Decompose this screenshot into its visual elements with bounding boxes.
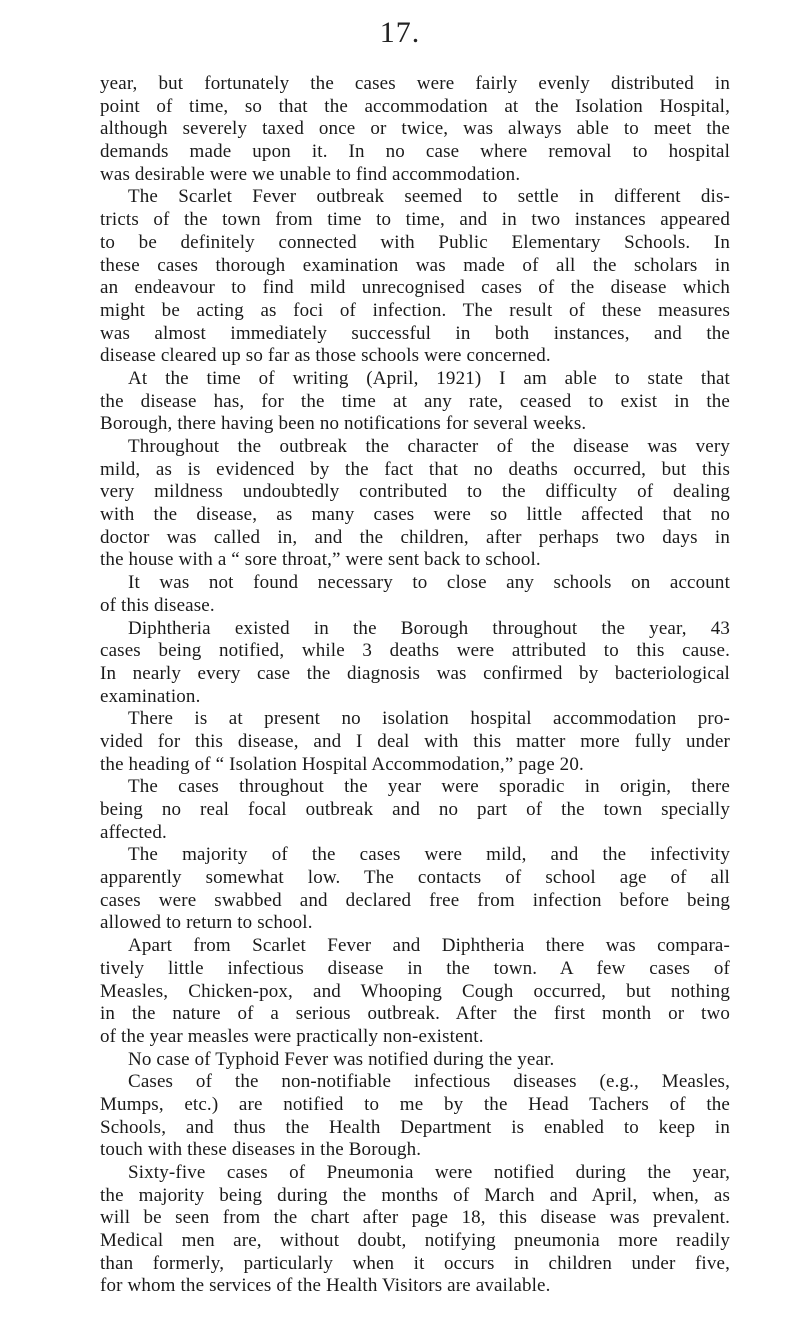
text-line: the heading of “ Isolation Hospital Accommodation,” page 20. bbox=[100, 753, 584, 775]
text-line: was desirable were we unable to find accommodation. bbox=[100, 163, 521, 185]
text-line: to be definitely connected with Public Elementary Schools. In bbox=[100, 231, 730, 253]
text-line: Diphtheria existed in the Borough throughout the year, 43 bbox=[128, 617, 730, 639]
text-line: an endeavour to find mild unrecognised cases of the disease which bbox=[100, 277, 730, 299]
text-line: mild, as is evidenced by the fact that no deaths occurred, but this bbox=[100, 458, 730, 480]
text-line: of this disease. bbox=[100, 594, 215, 616]
text-line: In nearly every case the diagnosis was confirmed by bacteriological bbox=[100, 662, 730, 684]
text-line: will be seen from the chart after page 18, this disease was prevalent. bbox=[100, 1207, 730, 1229]
text-line: although severely taxed once or twice, was always able to meet the bbox=[100, 118, 730, 140]
text-line: affected. bbox=[100, 821, 167, 843]
text-line: point of time, so that the accommodation at the Isolation Hospital, bbox=[100, 95, 730, 117]
text-line: The majority of the cases were mild, and the infectivity bbox=[128, 844, 730, 866]
text-line: Medical men are, without doubt, notifying pneumonia more readily bbox=[100, 1230, 730, 1252]
text-line: allowed to return to school. bbox=[100, 912, 313, 934]
text-line: the majority being during the months of March and April, when, as bbox=[100, 1184, 730, 1206]
text-line: Cases of the non-notifiable infectious diseases (e.g., Measles, bbox=[128, 1071, 730, 1093]
text-line: apparently somewhat low. The contacts of school age of all bbox=[100, 867, 730, 889]
text-line: It was not found necessary to close any schools on account bbox=[128, 572, 730, 594]
text-line: There is at present no isolation hospital accommodation pro- bbox=[128, 708, 730, 730]
text-line: At the time of writing (April, 1921) I am able to state that bbox=[128, 367, 730, 389]
text-line: than formerly, particularly when it occurs in children under five, bbox=[100, 1252, 730, 1274]
text-line: No case of Typhoid Fever was notified during the year. bbox=[128, 1048, 555, 1070]
text-line: these cases thorough examination was made of all the scholars in bbox=[100, 254, 730, 276]
text-line: The Scarlet Fever outbreak seemed to settle in different dis- bbox=[128, 186, 730, 208]
text-line: Throughout the outbreak the character of the disease was very bbox=[128, 436, 730, 457]
text-line: Measles, Chicken-pox, and Whooping Cough occurred, but nothing bbox=[100, 980, 730, 1002]
text-line: the house with a “ sore throat,” were sent back to school. bbox=[100, 549, 541, 571]
text-line: The cases throughout the year were sporadic in origin, there bbox=[128, 776, 730, 798]
text-line: tively little infectious disease in the town. A few cases of bbox=[100, 957, 730, 979]
text-line: touch with these diseases in the Borough. bbox=[100, 1139, 422, 1161]
text-line: in the nature of a serious outbreak. After the first month or two bbox=[100, 1003, 730, 1025]
text-line: Borough, there having been no notifications for several weeks. bbox=[100, 413, 587, 435]
text-line: the disease has, for the time at any rate, ceased to exist in the bbox=[100, 390, 730, 412]
text-line: Mumps, etc.) are notified to me by the Head Tachers of the bbox=[100, 1093, 730, 1115]
text-line: year, but fortunately the cases were fairly evenly distributed in bbox=[100, 73, 730, 94]
text-line: demands made upon it. In no case where removal to hospital bbox=[100, 141, 730, 163]
text-line: vided for this disease, and I deal with this matter more fully under bbox=[100, 730, 730, 752]
text-line: of the year measles were practically non-existent. bbox=[100, 1025, 484, 1047]
text-line: for whom the services of the Health Visitors are available. bbox=[100, 1275, 551, 1297]
text-line: Apart from Scarlet Fever and Diphtheria there was compara- bbox=[128, 935, 730, 957]
text-line: being no real focal outbreak and no part of the town specially bbox=[100, 799, 730, 820]
text-line: examination. bbox=[100, 685, 201, 707]
text-line: was almost immediately successful in both instances, and the bbox=[100, 322, 730, 344]
text-line: very mildness undoubtedly contributed to the difficulty of dealing bbox=[100, 481, 730, 503]
text-line: with the disease, as many cases were so little affected that no bbox=[100, 504, 730, 526]
text-line: might be acting as foci of infection. The result of these measures bbox=[100, 299, 730, 321]
text-line: doctor was called in, and the children, after perhaps two days in bbox=[100, 526, 730, 548]
text-line: cases being notified, while 3 deaths were attributed to this cause. bbox=[100, 640, 730, 662]
text-line: tricts of the town from time to time, and in two instances appeared bbox=[100, 209, 730, 231]
page-number: 17. bbox=[379, 16, 421, 49]
body-text bbox=[100, 73, 730, 1298]
text-line: disease cleared up so far as those schools were concerned. bbox=[100, 345, 551, 367]
text-line: cases were swabbed and declared free from infection before being bbox=[100, 889, 730, 911]
text-line: Schools, and thus the Health Department is enabled to keep in bbox=[100, 1116, 730, 1138]
text-line: Sixty-five cases of Pneumonia were notified during the year, bbox=[128, 1162, 730, 1183]
